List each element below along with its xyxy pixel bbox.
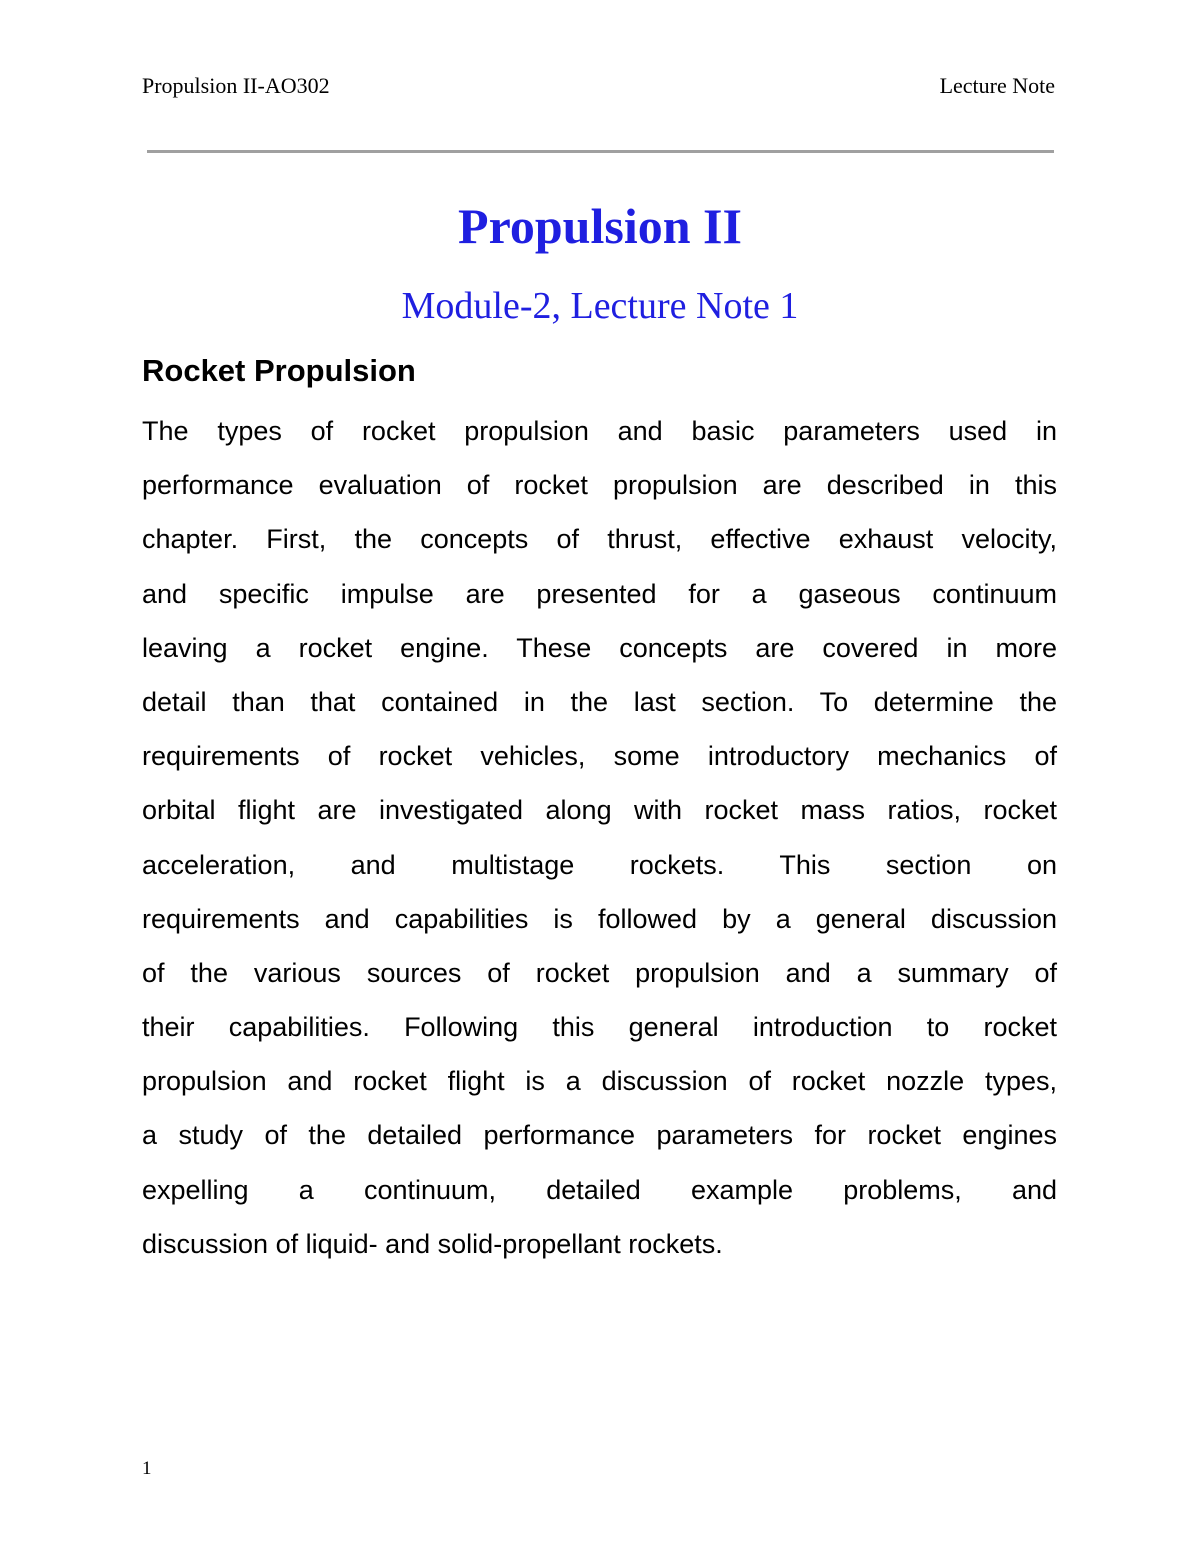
document-title: Propulsion II xyxy=(458,198,742,254)
body-line: performance evaluation of rocket propulsion are described in this xyxy=(142,470,1057,501)
body-line: their capabilities. Following this general introduction to rocket xyxy=(142,1012,1057,1043)
body-line: detail than that contained in the last section. To determine the xyxy=(142,686,1057,717)
document-subtitle: Module-2, Lecture Note 1 xyxy=(401,285,799,327)
body-line: requirements and capabilities is followed by a general discussion xyxy=(142,903,1057,934)
body-line: and specific impulse are presented for a gaseous continuum xyxy=(142,578,1057,609)
body-line: propulsion and rocket flight is a discussion of rocket nozzle types, xyxy=(142,1066,1057,1097)
body-line: The types of rocket propulsion and basic parameters used in xyxy=(142,416,1057,446)
section-heading: Rocket Propulsion xyxy=(142,353,416,388)
body-line: a study of the detailed performance parameters for rocket engines xyxy=(142,1120,1057,1151)
body-line: of the various sources of rocket propulsion and a summary of xyxy=(142,957,1057,988)
header-divider xyxy=(147,150,1054,153)
body-line: requirements of rocket vehicles, some introductory mechanics of xyxy=(142,741,1057,772)
body-line: leaving a rocket engine. These concepts are covered in more xyxy=(142,632,1057,663)
body-paragraph xyxy=(142,404,1057,1271)
body-line: chapter. First, the concepts of thrust, effective exhaust velocity, xyxy=(142,524,1057,555)
body-line: orbital flight are investigated along with rocket mass ratios, rocket xyxy=(142,795,1057,826)
header-course-code: Propulsion II-AO302 xyxy=(142,73,330,98)
header-doc-type: Lecture Note xyxy=(939,73,1055,98)
body-line: acceleration, and multistage rockets. This section on xyxy=(142,849,1057,880)
page-number: 1 xyxy=(142,1458,152,1479)
body-line: discussion of liquid- and solid-propellant rockets. xyxy=(142,1228,723,1259)
body-line: expelling a continuum, detailed example problems, and xyxy=(142,1174,1057,1205)
